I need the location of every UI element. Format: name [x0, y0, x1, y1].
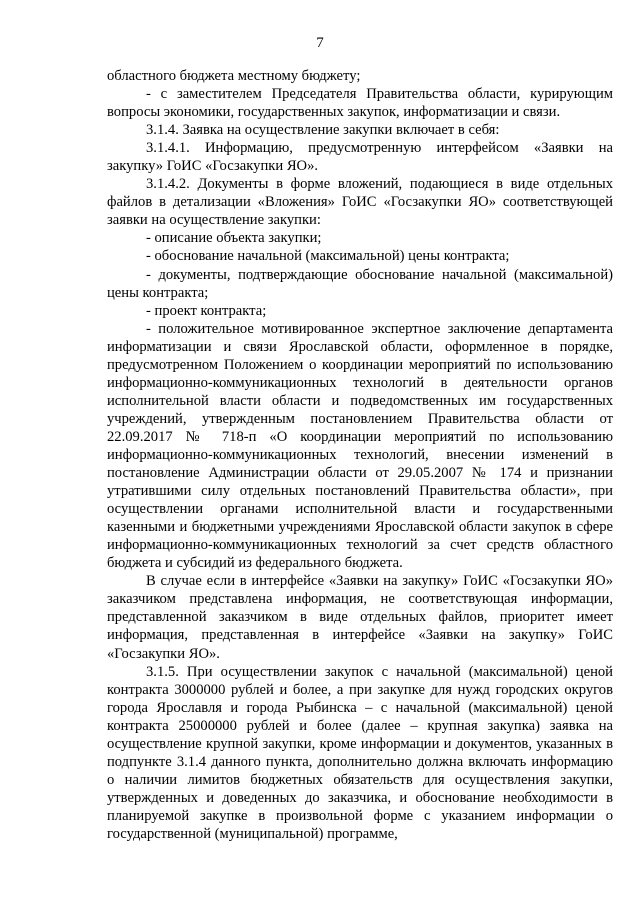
page-number: 7 — [316, 35, 324, 51]
document-body — [107, 67, 613, 843]
list-item: - положительное мотивированное экспертное заключение департамента информатизации и связи Ярославской области, оформленное в порядке, предусмотренном Положением о координации мероприятий по использованию информационно-коммуникационных технологий в деятельности органов исполнительной власти области и подведомственных им государственных учреждений, утвержденным постановлением Правительства области от 22.09.2017 № 718-п «О координации мероприятий по использованию информационно-коммуникационных технологий, внесении изменений в постановление Администрации области от 29.05.2007 № 174 и признании утратившими силу отдельных постановлений Правительства области», при осуществлении органами исполнительной власти и государственными казенными и бюджетными учреждениями Ярославской области закупок в сфере информационно-коммуникационных технологий за счет средств областного бюджета и субсидий из федерального бюджета. — [107, 320, 613, 572]
paragraph: 3.1.5. При осуществлении закупок с начальной (максимальной) ценой контракта 3000000 рублей и более, а при закупке для нужд городских округов города Ярославля и города Рыбинска – с начальной (максимальной) ценой контракта 25000000 рублей и более (далее – крупная закупка) заявка на осуществление крупной закупки, кроме информации и документов, указанных в подпункте 3.1.4 данного пункта, дополнительно должна включать информацию о наличии лимитов бюджетных обязательств для осуществления закупки, утвержденных и доведенных до заказчика, и обоснование необходимости в планируемой закупке в произвольной форме с указанием информации о государственной (муниципальной) программе, — [107, 663, 613, 842]
list-item: - проект контракта; — [146, 302, 267, 319]
paragraph: областного бюджета местному бюджету; — [107, 68, 361, 84]
paragraph: - с заместителем Председателя Правительства области, курирующим вопросы экономики, государственных закупок, информатизации и связи. — [107, 86, 613, 121]
paragraph: 3.1.4.2. Документы в форме вложений, подающиеся в виде отдельных файлов в детализации «Вложения» ГоИС «Госзакупки ЯО» соответствующей заявки на осуществление закупки: — [107, 176, 613, 229]
list-item: - документы, подтверждающие обоснование начальной (максимальной) цены контракта; — [107, 266, 613, 301]
paragraph: В случае если в интерфейсе «Заявки на закупку» ГоИС «Госзакупки ЯО» заказчиком представлена информация, не соответствующая информации, представленной заказчиком в виде отдельных файлов, приоритет имеет информация, представленная в интерфейсе «Заявки на закупку» ГоИС «Госзакупки ЯО». — [107, 573, 613, 662]
paragraph: 3.1.4.1. Информацию, предусмотренную интерфейсом «Заявки на закупку» ГоИС «Госзакупки ЯО». — [107, 140, 613, 175]
paragraph: 3.1.4. Заявка на осуществление закупки включает в себя: — [146, 122, 500, 139]
list-item: - описание объекта закупки; — [146, 230, 322, 247]
list-item: - обоснование начальной (максимальной) цены контракта; — [146, 248, 510, 265]
